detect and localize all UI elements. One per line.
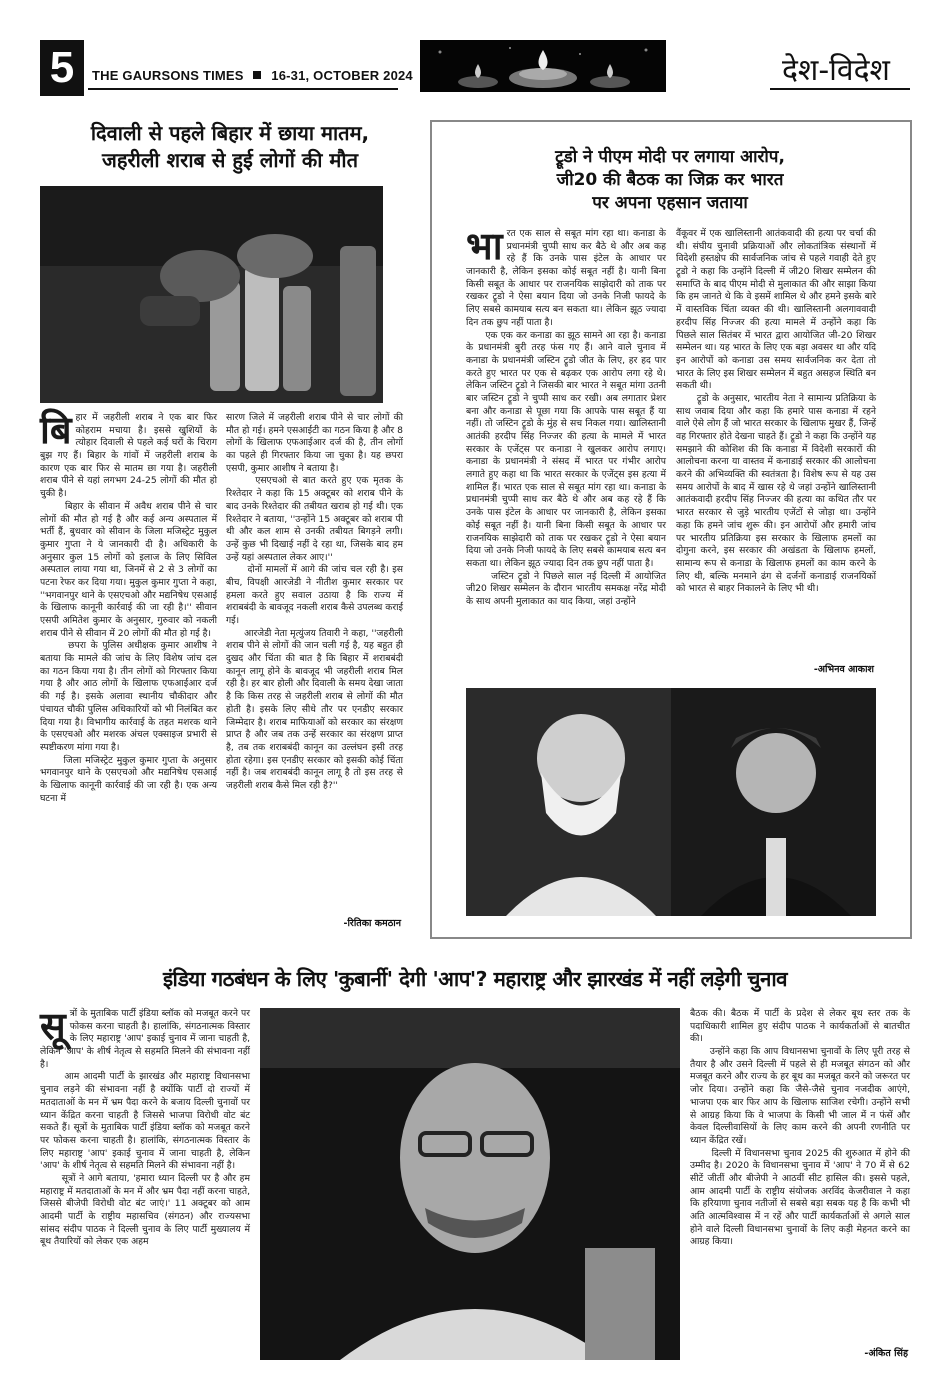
article1-col2-text: सारण जिले में जहरीली शराब पीने से चार लोगों की मौत हो गई। हमने एसआईटी का गठन किया है और 8 लोगों के खिलाफ एफआईआर दर्ज की है, तीन लोगों का पहले ही गिरफ्तार किया जा चुका है। यह छपरा एसपी, कुमार आशीष ने बताया है। एसएचओ से बात करते हुए एक मृतक के रिश्तेदार ने कहा कि 15 अक्टूबर को शराब पीने के बाद उनके रिश्तेदार की तबीयत खराब हो गई थी। एक रिश्तेदार ने बताया, ''उन्होंने 15 अक्टूबर को शराब पी थी और कल शाम से उनकी तबीयत बिगड़ने लगी। उन्हें कुछ भी दिखाई नहीं दे रहा था, जिसके बाद हम उन्हें यहां अस्पताल लेकर आए।'' दोनों मामलों में आगे की जांच चल रही है। इस बीच, विपक्षी आरजेडी ने नीतीश कुमार सरकार पर हमला करते हुए सवाल उठाया है कि राज्य में शराबबंदी के बावजूद नकली शराब कैसे उपलब्ध कराई गई। आरजेडी नेता मृत्युंजय तिवारी ने कहा, ''जहरीली शराब पीने से लोगों की जान चली गई है, यह बहुत ही दुखद और चिंता की बात है कि बिहार में शराबबंदी कानून लागू होने के बावजूद भी जहरीली शराब मिल रही है। हर बार होली और दिवाली के समय देखा जाता है कि किस तरह से जहरीली शराब से लोगों की मौत होती है। इसके लिए सीधे तौर पर एनडीए सरकार जिम्मेदार है। शराब माफियाओं को सरकार का संरक्षण प्राप्त है और जब तक उन्हें सरकार का संरक्षण प्राप्त है, तब तक शराबबंदी कानून का उल्लंघन इसी तरह होता रहेगा। इस एनडीए सरकार को इसकी कोई चिंता नहीं है। जब शराबबंदी कानून लागू है तो इस तरह से जहरीली शराब कैसे मिल रही है?'' <box>226 412 403 791</box>
article3-column1 <box>40 1003 250 1360</box>
article2-headline <box>450 146 890 215</box>
article3-column2 <box>690 1008 910 1340</box>
issue-date: 16-31, OCTOBER 2024 <box>271 68 413 83</box>
modi-trudeau-photo <box>466 688 876 916</box>
header-rule <box>88 88 398 90</box>
kejriwal-photo <box>260 1008 680 1360</box>
article1-col1-text: हार में जहरीली शराब ने एक बार फिर कोहराम मचाया है। इससे खुशियों के त्योहार दिवाली से पहले कई घरों के चिराग बुझ गए हैं। बिहार के गांवों में जहरीली शराब के कारण एक बार फिर से मातम छा गया है। जहरीली शराब पीने से यहां लगभग 24-25 लोगों की मौत हो चुकी है। बिहार के सीवान में अवैध शराब पीने से चार लोगों की मौत हो गई है और कई अन्य अस्पताल में भर्ती हैं, बुधवार को सीवान के जिला मजिस्ट्रेट मुकुल कुमार गुप्ता ने ये जानकारी दी है। अधिकारी के अनुसार कुल 15 लोगों को इलाज के लिए सिविल अस्पताल लाया गया था, जिनमें से 2 से 3 लोगों का पटना रेफर कर दिया गया। मुकुल कुमार गुप्ता ने कहा, ''भगवानपुर थाने के एसएचओ और मद्यनिषेध एसआई के खिलाफ कानूनी कार्रवाई की जा रही है।'' सीवान एसपी अमितेश कुमार के अनुसार, गुरुवार को नकली शराब पीने से सीवान में 20 लोगों की मौत हो गई है। छपरा के पुलिस अधीक्षक कुमार आशीष ने बताया कि मामले की जांच के लिए विशेष जांच दल का गठन किया गया है। तीन लोगों को गिरफ्तार किया गया है और आठ लोगों के खिलाफ एफआईआर दर्ज की गई है। इसके अलावा स्थानीय चौकीदार और पंचायत चौकी पुलिस अधिकारियों को भी निलंबित कर दिया गया है। विभागीय कार्रवाई के तहत मशरक थाने के एसएचओ और मशरक अंचल एक्साइज प्रभारी से स्पष्टीकरण मांगा गया है। जिला मजिस्ट्रेट मुकुल कुमार गुप्ता के अनुसार भगवानपुर थाने के एसएचओ और मद्यनिषेध एसआई के खिलाफ कानूनी कार्रवाई की जा रही है। एक अन्य घटना में <box>40 412 217 804</box>
article3-col2-text: बैठक की। बैठक में पार्टी के प्रदेश से लेकर बूथ स्तर तक के पदाधिकारी शामिल हुए संदीप पाठक ने कार्यकर्ताओं से बातचीत की। उन्होंने कहा कि आप विधानसभा चुनावों के लिए पूरी तरह से तैयार है और उसने दिल्ली में पहले से ही मजबूत संगठन को और मजबूत करने और राज्य के हर बूथ का मजबूत करने को जरूरत पर जोर दिया। उन्होंने कहा कि जैसे-जैसे चुनाव नजदीक आएंगे, भाजपा एक बार फिर आप के खिलाफ साजिश रचेगी। उन्होंने सभी से आग्रह किया कि वे भाजपा के किसी भी जाल में न फंसें और केवल दिल्लीवासियों के लिए काम करने की अपनी रणनीति पर ध्यान केंद्रित रखें। दिल्ली में विधानसभा चुनाव 2025 की शुरुआत में होने की उम्मीद है। 2020 के विधानसभा चुनाव में 'आप' ने 70 में से 62 सीटें जीतीं और बीजेपी ने आठवीं सीट हासिल की। इससे पहले, आम आदमी पार्टी के राष्ट्रीय संयोजक अरविंद केजरीवाल ने कहा कि हरियाणा चुनाव नतीजों से सबसे बड़ा सबक यह है कि कभी भी अति आत्मविश्वास में न रहें और पार्टी कार्यकर्ताओं से अगले साल होने वाले दिल्ली विधानसभा चुनावों के लिए कड़ी मेहनत करने का आग्रह किया। <box>690 1008 910 1248</box>
article2-col2-text: वैंकूवर में एक खालिस्तानी आतंकवादी की हत्या पर चर्चा की थी। संघीय चुनावी प्रक्रियाओं और लोकतांत्रिक संस्थानों में विदेशी हस्तक्षेप की सार्वजनिक जांच से पहले गवाही देते हुए ट्रूडो ने कहा कि उन्होंने दिल्ली में जी20 शिखर सम्मेलन की समाप्ति के बाद पीएम मोदी से मुलाकात की और साझा किया कि हम जानते थे कि वे इसमें शामिल थे और हमने इसके बारे में वास्तविक चिंता व्यक्त की थी। खालिस्तानी अलगाववादी हरदीप सिंह निज्जर की हत्या मामले में उन्होंने कहा कि पिछले साल सितंबर में भारत द्वारा आयोजित जी-20 शिखर सम्मेलन था। यह भारत के लिए एक बड़ा अवसर था और यदि इन आरोपों को कनाडा उस समय सार्वजनिक कर देता तो भारत के लिए इस शिखर सम्मेलन में बहुत असहज स्थिति बन सकती थी। ट्रूडो के अनुसार, भारतीय नेता ने सामान्य प्रतिक्रिया के साथ जवाब दिया और कहा कि हमारे पास कनाडा में रहने वाले ऐसे लोग हैं जो भारत सरकार के खिलाफ मुखर हैं, जिन्हें वह गिरफ्तार होते देखना चाहते हैं। ट्रूडो ने कहा कि उन्होंने यह समझाने की कोशिश की कि कनाडा में विदेशी सरकारों की आलोचना करना या वास्तव में कनाडाई सरकार की आलोचना करने की अभिव्यक्ति की स्वतंत्रता है। विशेष रूप से यह उस समय आरोपों के बाद में खास रहे थे जहां उन्होंने खालिस्तानी आतंकवादी हरदीप सिंह निज्जर की हत्या का कथित तौर पर भारत सरकार से जुड़े भारतीय एजेंटों से जोड़ा था। उन्होंने कहा कि हमने जांच शुरू की। इन आरोपों और हमारी जांच पर भारतीय प्रतिक्रिया इस सरकार के खिलाफ हमलों का दोगुना करने, इस सरकार की अखंडता के खिलाफ हमलों, सामान्य रूप से कनाडा के खिलाफ हमलों का काम करने के लिए थी, बल्कि मनमाने ढंग से दर्जनों कनाडाई राजनयिकों को भारत से बाहर निकालने के लिए भी थी। <box>676 228 877 595</box>
liquor-bottles-photo <box>40 186 383 403</box>
article2-col1-text: रत एक साल से सबूत मांग रहा था। कनाडा के प्रधानमंत्री चुप्पी साध कर बैठे थे और अब कह रहे हैं कि उनके पास इंटेल के आधार पर जानकारी है, लेकिन इसका कोई सबूत नहीं है। यानी बिना किसी सबूत के आधार पर राजनयिक साझेदारी को ताक पर रखकर ट्रूडो ने ऐसा बयान दिया जो उनके निजी फायदे के लिए सबसे कामयाब सत्य बन सकता था। लेकिन झूठ ज्यादा दिन तक छुप नहीं पाता है। एक एक कर कनाडा का झूठ सामने आ रहा है। कनाडा के प्रधानमंत्री बुरी तरह फंस गए हैं। आने वाले चुनाव में कनाडा के प्रधानमंत्री जस्टिन ट्रूडो जीत के लिए, हर हद पार करते हुए भारत पर एक से बढ़कर एक आरोप लगा रहे थे। लेकिन जस्टिन ट्रूडो ने जिसकी बार भारत ने सबूत मांगा उतनी बार जस्टिन ट्रूडो ने चुप्पी साध कर रखी। अब लगातार प्रेशर बना और कनाडा से पूछा गया कि आपके पास सबूत हैं या नहीं। तो जस्टिन ट्रूडो के मुंह से सच निकल गया। खालिस्तानी आतंकी हरदीप सिंह निज्जर की हत्या के मामले में भारत सरकार के एजेंट्स पर कनाडा ने खुलकर आरोप लगाए। कनाडा के प्रधानमंत्री ने संसद में भारत पर गंभीर आरोप लगाते हुए कहा था कि भारत सरकार के एजेंट्स इस हत्या में शामिल हैं। भारत एक साल से सबूत मांग रहा था। कनाडा के प्रधानमंत्री चुप्पी साध कर बैठे थे और अब कह रहे हैं कि उनके पास इंटेल के आधार पर जानकारी है, लेकिन इसका कोई सबूत नहीं है। यानी बिना किसी सबूत के आधार पर राजनयिक साझेदारी को ताक पर रखकर ट्रूडो ने ऐसा बयान दिया जो उनके निजी फायदे के लिए सबसे कामयाब सत्य बन सकता था। लेकिन झूठ ज्यादा दिन तक छुप नहीं पाता है। जस्टिन ट्रूडो ने पिछले साल नई दिल्ली में आयोजित जी20 शिखर सम्मेलन के दौरान भारतीय समकक्ष नरेंद्र मोदी के साथ अपनी मुलाकात का याद किया, जहां उन्होंने <box>466 228 666 607</box>
article1-headline-line2: जहरीली शराब से हुई लोगों की मौत <box>102 148 358 172</box>
article1-dropcap: बि <box>40 407 72 452</box>
section-rule <box>770 88 910 90</box>
article3-headline: इंडिया गठबंधन के लिए 'कुबार्नी' देगी 'आप'? महाराष्ट्र और झारखंड में नहीं लड़ेगी चुनाव <box>162 967 788 991</box>
article2-column1 <box>466 223 666 680</box>
publication-name: THE GAURSONS TIMES <box>92 68 244 83</box>
article3-dropcap: सू <box>40 1003 66 1048</box>
page-number: 5 <box>40 40 84 96</box>
article2-column2 <box>676 228 876 658</box>
masthead <box>92 68 413 83</box>
separator-square <box>253 71 261 79</box>
article2-dropcap: भा <box>466 223 503 268</box>
article3-col1-text: त्रों के मुताबिक पार्टी इंडिया ब्लॉक को मजबूत करने पर फोकस करना चाहती है। हालांकि, संगठनात्मक विस्तार के लिए महाराष्ट्र 'आप' इकाई चुनाव में जाना चाहती है, लेकिन 'आप' के शीर्ष नेतृत्व से सहमति मिलने की संभावना नहीं है। आम आदमी पार्टी के झारखंड और महाराष्ट्र विधानसभा चुनाव लड़ने की संभावना नहीं है क्योंकि पार्टी दो राज्यों में मतदाताओं के मन में भ्रम पैदा करने के बजाय दिल्ली चुनावों पर ध्यान केंद्रित करना चाहती है जिससे भाजपा विरोधी वोट बंट सकते हैं। सूत्रों के मुताबिक पार्टी इंडिया ब्लॉक को मजबूत करने पर फोकस करना चाहती है। हालांकि, संगठनात्मक विस्तार के लिए महाराष्ट्र 'आप' इकाई चुनाव में जाना चाहती है, लेकिन 'आप' के शीर्ष नेतृत्व से सहमति मिलने की संभावना नहीं है। सूत्रों ने आगे बताया, 'हमारा ध्यान दिल्ली पर है और हम महाराष्ट्र में मतदाताओं के मन में और भ्रम पैदा नहीं करना चाहते, जिससे बीजेपी विरोधी वोट बंट जाएं।' 11 अक्टूबर को आम आदमी पार्टी के राष्ट्रीय महासचिव (संगठन) और राज्यसभा सांसद संदीप पाठक ने दिल्ली चुनाव के लिए पार्टी मुख्यालय में बूथ तैयारियों को लेकर एक अहम <box>40 1008 250 1248</box>
article1-headline <box>40 120 420 174</box>
article2-byline: -अभिनव आकाश <box>813 664 874 675</box>
article2-headline-line2: जी20 की बैठक का जिक्र कर भारत <box>556 169 784 190</box>
article2-headline-line3: पर अपना एहसान जताया <box>592 192 748 213</box>
diwali-lamp-banner <box>420 40 666 92</box>
article1-column1 <box>40 407 217 930</box>
article3-byline: -अंकित सिंह <box>864 1348 908 1359</box>
section-title: देश-विदेश <box>782 53 890 88</box>
article1-headline-line1: दिवाली से पहले बिहार में छाया मातम, <box>90 121 370 145</box>
article2-headline-line1: ट्रूडो ने पीएम मोदी पर लगाया आरोप, <box>555 147 785 167</box>
article1-byline: -रितिका कमठान <box>343 918 401 929</box>
article1-column2 <box>226 412 403 912</box>
